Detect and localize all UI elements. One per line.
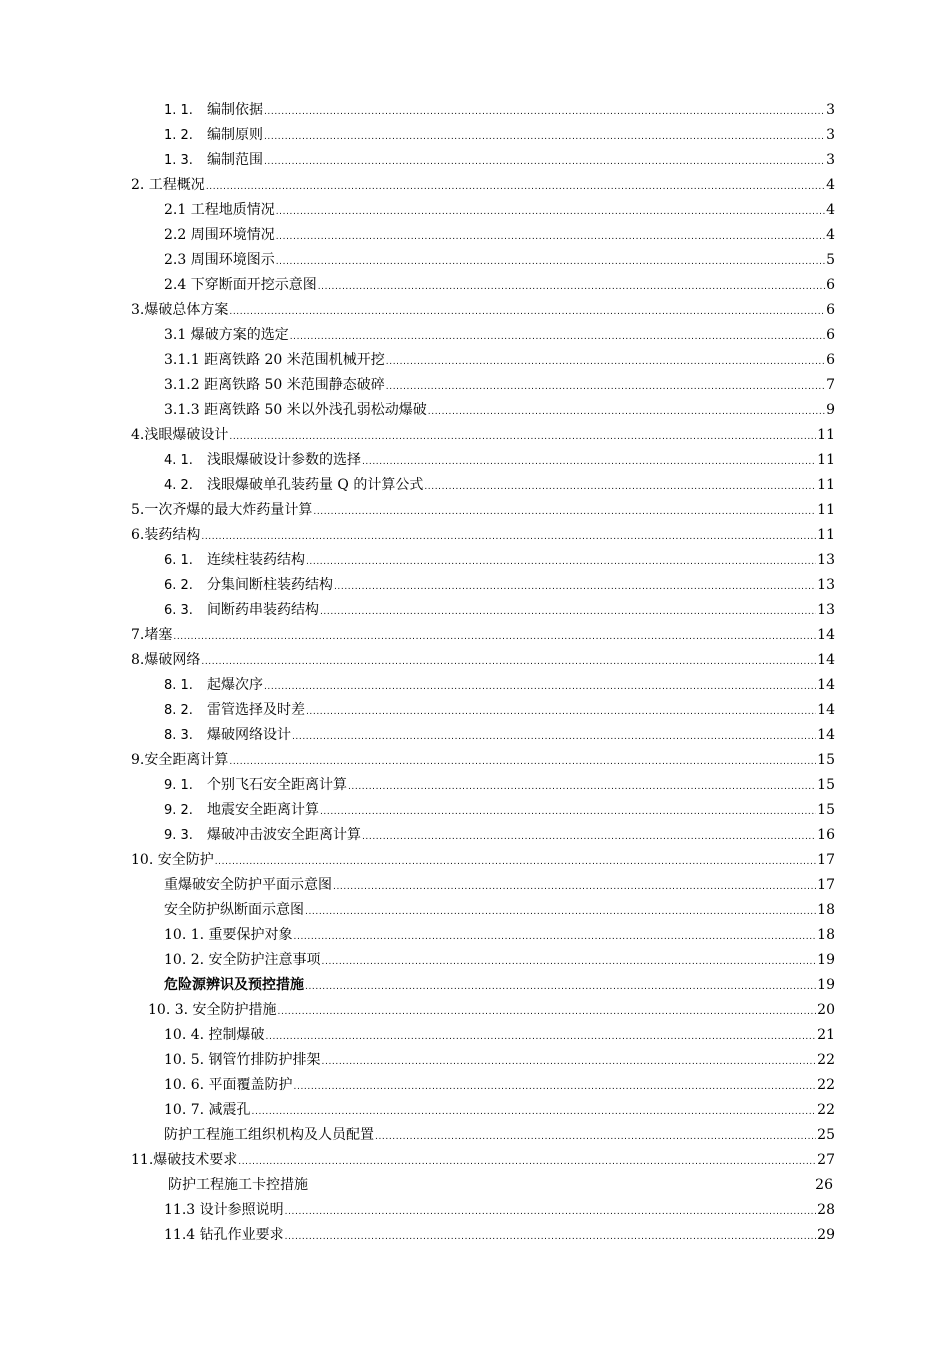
toc-dot-leader xyxy=(266,1025,817,1050)
toc-page-number: 15 xyxy=(817,777,835,793)
toc-entry-text: 10. 6. 平面覆盖防护 xyxy=(164,1077,293,1093)
toc-entry[interactable] xyxy=(131,648,835,673)
toc-entry[interactable] xyxy=(164,673,835,698)
toc-entry-title xyxy=(164,548,305,573)
toc-entry-text: 个别飞石安全距离计算 xyxy=(206,777,347,793)
toc-dot-leader xyxy=(206,175,825,200)
toc-entry[interactable] xyxy=(148,998,835,1023)
toc-page-number: 6 xyxy=(826,277,835,293)
toc-entry[interactable] xyxy=(164,223,835,248)
toc-entry-text: 连续柱装药结构 xyxy=(206,552,305,568)
toc-entry-text: 11.爆破技术要求 xyxy=(131,1152,238,1168)
toc-entry-title xyxy=(164,448,361,473)
toc-entry[interactable] xyxy=(164,823,835,848)
toc-entry-text: 2.3 周围环境图示 xyxy=(164,252,275,268)
toc-entry-text: 4.浅眼爆破设计 xyxy=(131,427,229,443)
toc-entry-text: 2.2 周围环境情况 xyxy=(164,227,275,243)
toc-entry[interactable] xyxy=(131,848,835,873)
toc-entry-number: 6. 2. xyxy=(164,578,193,593)
toc-entry[interactable] xyxy=(164,248,835,273)
toc-dot-leader xyxy=(201,525,816,550)
toc-page-number: 9 xyxy=(826,402,835,418)
toc-entry[interactable] xyxy=(164,948,835,973)
toc-page-number: 18 xyxy=(817,927,835,943)
toc-dot-leader xyxy=(305,975,816,1000)
toc-entry-text: 2.4 下穿断面开挖示意图 xyxy=(164,277,317,293)
toc-entry-title xyxy=(164,1048,321,1073)
toc-dot-leader xyxy=(320,600,816,625)
toc-entry-title xyxy=(164,1098,251,1123)
toc-entry[interactable] xyxy=(164,598,835,623)
toc-entry[interactable] xyxy=(164,448,835,473)
toc-entry-text: 8.爆破网络 xyxy=(131,652,201,668)
toc-page-number: 15 xyxy=(817,752,835,768)
toc-entry-title xyxy=(131,523,200,548)
toc-entry-title xyxy=(164,698,305,723)
toc-page-number: 14 xyxy=(817,727,835,743)
toc-dot-leader xyxy=(320,800,816,825)
toc-page-number: 11 xyxy=(817,427,835,443)
toc-entry[interactable] xyxy=(164,898,835,923)
toc-entry[interactable] xyxy=(164,798,835,823)
toc-page-number: 13 xyxy=(817,577,835,593)
toc-entry-text: 6.装药结构 xyxy=(131,527,201,543)
toc-page-number: 14 xyxy=(817,677,835,693)
toc-entry-text: 3.1.2 距离铁路 50 米范围静态破碎 xyxy=(164,377,385,393)
toc-entry-title xyxy=(164,598,319,623)
toc-entry-text: 地震安全距离计算 xyxy=(206,802,319,818)
toc-page-number: 22 xyxy=(817,1077,835,1093)
toc-page-number: 16 xyxy=(817,827,835,843)
toc-dot-leader xyxy=(424,475,816,500)
toc-dot-leader xyxy=(305,900,816,925)
toc-entry-text: 浅眼爆破单孔装药量 Q 的计算公式 xyxy=(206,477,424,493)
toc-page-number: 11 xyxy=(817,527,835,543)
toc-entry[interactable] xyxy=(164,698,835,723)
toc-entry-text: 雷管选择及时差 xyxy=(206,702,305,718)
toc-dot-leader xyxy=(322,1050,817,1075)
toc-entry-text: 5.一次齐爆的最大炸药量计算 xyxy=(131,502,313,518)
toc-entry-title xyxy=(164,948,321,973)
toc-entry-text: 2. 工程概况 xyxy=(131,177,205,193)
toc-entry[interactable] xyxy=(164,398,835,423)
toc-dot-leader xyxy=(264,675,816,700)
toc-entry-title xyxy=(131,498,312,523)
table-of-contents xyxy=(0,98,950,1248)
toc-entry-text: 爆破网络设计 xyxy=(206,727,291,743)
toc-entry-text: 危险源辨识及预控措施 xyxy=(164,977,304,993)
toc-entry[interactable] xyxy=(164,723,835,748)
toc-dot-leader xyxy=(290,325,825,350)
toc-entry-title xyxy=(164,673,263,698)
toc-entry-text: 3.1.3 距离铁路 50 米以外浅孔弱松动爆破 xyxy=(164,402,427,418)
toc-entry-title xyxy=(131,423,228,448)
toc-entry[interactable] xyxy=(131,498,835,523)
toc-entry-number: 9. 1. xyxy=(164,778,193,793)
toc-page-number: 11 xyxy=(817,452,835,468)
toc-entry-title xyxy=(164,273,317,298)
toc-dot-leader xyxy=(276,250,825,275)
toc-entry-title xyxy=(164,148,263,173)
toc-page-number: 14 xyxy=(817,652,835,668)
toc-entry-text: 防护工程施工组织机构及人员配置 xyxy=(164,1127,374,1143)
toc-entry-number: 1. 3. xyxy=(164,153,193,168)
toc-entry-title xyxy=(131,848,214,873)
toc-dot-leader xyxy=(348,775,816,800)
toc-page-number: 3 xyxy=(826,127,835,143)
toc-entry-text: 10. 7. 减震孔 xyxy=(164,1102,251,1118)
toc-page-number: 6 xyxy=(826,302,835,318)
toc-dot-leader xyxy=(292,725,816,750)
toc-entry-title xyxy=(164,823,361,848)
toc-entry[interactable] xyxy=(164,1098,835,1123)
toc-dot-leader xyxy=(285,1225,817,1250)
toc-entry-number: 6. 1. xyxy=(164,553,193,568)
toc-entry-title xyxy=(131,1148,237,1173)
toc-page-number: 22 xyxy=(817,1052,835,1068)
toc-dot-leader xyxy=(264,125,825,150)
toc-page-number: 11 xyxy=(817,502,835,518)
toc-dot-leader xyxy=(294,1075,817,1100)
toc-page-number: 6 xyxy=(826,327,835,343)
toc-entry-text: 7.堵塞 xyxy=(131,627,173,643)
toc-page-number: 28 xyxy=(817,1202,835,1218)
toc-dot-leader xyxy=(306,550,816,575)
toc-entry-title xyxy=(164,198,275,223)
toc-dot-leader xyxy=(173,625,816,650)
toc-entry[interactable] xyxy=(164,548,835,573)
toc-entry-title xyxy=(164,248,275,273)
toc-entry-title xyxy=(164,223,275,248)
toc-entry-title xyxy=(164,798,319,823)
toc-entry-title xyxy=(131,748,228,773)
toc-entry-title xyxy=(164,1198,284,1223)
toc-entry[interactable] xyxy=(164,923,835,948)
toc-page-number: 25 xyxy=(817,1127,835,1143)
toc-page-number: 4 xyxy=(826,202,835,218)
toc-entry-number: 8. 1. xyxy=(164,678,193,693)
toc-entry-number: 4. 1. xyxy=(164,453,193,468)
toc-dot-leader xyxy=(276,200,825,225)
toc-entry-text: 安全防护纵断面示意图 xyxy=(164,902,304,918)
toc-dot-leader xyxy=(318,275,825,300)
toc-page-number: 19 xyxy=(817,952,835,968)
toc-entry-title xyxy=(164,723,291,748)
toc-entry[interactable] xyxy=(131,423,835,448)
toc-dot-leader xyxy=(362,825,816,850)
toc-entry-title xyxy=(164,873,332,898)
toc-entry-title xyxy=(164,473,423,498)
toc-entry[interactable] xyxy=(164,473,835,498)
toc-entry-title xyxy=(164,973,304,998)
toc-entry-title xyxy=(131,298,228,323)
toc-page-number: 22 xyxy=(817,1102,835,1118)
toc-entry-title xyxy=(164,348,385,373)
toc-entry-number: 9. 3. xyxy=(164,828,193,843)
toc-page-number: 11 xyxy=(817,477,835,493)
toc-dot-leader xyxy=(229,425,816,450)
toc-entry[interactable] xyxy=(164,1223,835,1248)
toc-entry[interactable] xyxy=(131,748,835,773)
toc-entry-title xyxy=(168,1173,308,1198)
toc-dot-leader xyxy=(252,1100,817,1125)
toc-entry-text: 起爆次序 xyxy=(206,677,263,693)
toc-entry[interactable] xyxy=(131,298,835,323)
toc-entry-text: 浅眼爆破设计参数的选择 xyxy=(206,452,361,468)
toc-entry-text: 10. 4. 控制爆破 xyxy=(164,1027,265,1043)
toc-entry[interactable] xyxy=(164,198,835,223)
toc-page-number: 26 xyxy=(815,1177,833,1193)
toc-dot-leader xyxy=(201,650,816,675)
toc-dot-leader xyxy=(294,925,817,950)
toc-entry-text: 分集间断柱装药结构 xyxy=(206,577,333,593)
toc-entry-number: 8. 3. xyxy=(164,728,193,743)
toc-page-number: 7 xyxy=(826,377,835,393)
toc-entry-number: 6. 3. xyxy=(164,603,193,618)
toc-entry-text: 10. 5. 钢管竹排防护排架 xyxy=(164,1052,321,1068)
toc-dot-leader xyxy=(285,1200,817,1225)
toc-entry-title xyxy=(164,773,347,798)
toc-entry-title xyxy=(164,923,293,948)
toc-dot-leader xyxy=(229,750,816,775)
toc-page-number: 3 xyxy=(826,102,835,118)
toc-page-number: 19 xyxy=(817,977,835,993)
toc-entry-title xyxy=(131,173,205,198)
toc-entry[interactable] xyxy=(164,273,835,298)
toc-entry-title xyxy=(131,623,172,648)
toc-entry-text: 11.3 设计参照说明 xyxy=(164,1202,284,1218)
toc-entry[interactable] xyxy=(164,373,835,398)
toc-page-number: 13 xyxy=(817,602,835,618)
toc-dot-leader xyxy=(306,700,816,725)
toc-entry-text: 2.1 工程地质情况 xyxy=(164,202,275,218)
toc-entry-title xyxy=(164,323,289,348)
toc-entry-text: 3.1 爆破方案的选定 xyxy=(164,327,289,343)
toc-entry-title xyxy=(148,998,277,1023)
toc-entry-text: 9.安全距离计算 xyxy=(131,752,229,768)
toc-page-number: 21 xyxy=(817,1027,835,1043)
toc-page-number: 17 xyxy=(817,877,835,893)
toc-page-number: 27 xyxy=(817,1152,835,1168)
toc-entry[interactable] xyxy=(164,873,835,898)
toc-page-number: 4 xyxy=(826,177,835,193)
toc-entry[interactable] xyxy=(131,1148,835,1173)
toc-entry-text: 11.4 钻孔作业要求 xyxy=(164,1227,284,1243)
toc-entry-number: 4. 2. xyxy=(164,478,193,493)
toc-page-number: 14 xyxy=(817,627,835,643)
toc-entry[interactable] xyxy=(164,323,835,348)
toc-entry-text: 重爆破安全防护平面示意图 xyxy=(164,877,332,893)
toc-entry[interactable] xyxy=(164,148,835,173)
toc-entry[interactable] xyxy=(131,623,835,648)
toc-page-number: 5 xyxy=(826,252,835,268)
toc-entry-title xyxy=(164,398,427,423)
toc-entry-text: 编制原则 xyxy=(206,127,263,143)
toc-entry[interactable] xyxy=(131,523,835,548)
toc-entry-title xyxy=(164,1073,293,1098)
toc-dot-leader xyxy=(238,1150,816,1175)
toc-entry-text: 3.爆破总体方案 xyxy=(131,302,229,318)
toc-entry-text: 间断药串装药结构 xyxy=(206,602,319,618)
toc-entry-text: 编制范围 xyxy=(206,152,263,168)
toc-page-number: 14 xyxy=(817,702,835,718)
toc-page-number: 15 xyxy=(817,802,835,818)
toc-dot-leader xyxy=(428,400,825,425)
toc-entry[interactable] xyxy=(164,1073,835,1098)
toc-entry-number: 1. 1. xyxy=(164,103,193,118)
toc-page-number: 3 xyxy=(826,152,835,168)
toc-entry-text: 防护工程施工卡控措施 xyxy=(168,1177,308,1193)
toc-dot-leader xyxy=(278,1000,817,1025)
toc-dot-leader xyxy=(229,300,825,325)
toc-entry-title xyxy=(164,1223,284,1248)
toc-entry-text: 编制依据 xyxy=(206,102,263,118)
toc-dot-leader xyxy=(362,450,816,475)
toc-entry[interactable] xyxy=(164,98,835,123)
toc-page-number: 4 xyxy=(826,227,835,243)
toc-entry-text: 10. 安全防护 xyxy=(131,852,214,868)
toc-page-number: 29 xyxy=(817,1227,835,1243)
toc-entry[interactable] xyxy=(164,773,835,798)
toc-entry-text: 爆破冲击波安全距离计算 xyxy=(206,827,361,843)
toc-entry[interactable] xyxy=(164,1198,835,1223)
toc-entry-title xyxy=(164,573,333,598)
toc-dot-leader xyxy=(334,575,816,600)
toc-page-number: 20 xyxy=(817,1002,835,1018)
toc-entry-text: 10. 3. 安全防护措施 xyxy=(148,1002,277,1018)
toc-entry[interactable] xyxy=(164,348,835,373)
toc-entry[interactable] xyxy=(164,1123,835,1148)
toc-entry-text: 10. 1. 重要保护对象 xyxy=(164,927,293,943)
toc-entry-number: 1. 2. xyxy=(164,128,193,143)
toc-page-number: 13 xyxy=(817,552,835,568)
toc-dot-leader xyxy=(386,375,825,400)
toc-dot-leader xyxy=(215,850,816,875)
toc-page-number: 18 xyxy=(817,902,835,918)
toc-dot-leader xyxy=(264,100,825,125)
toc-entry[interactable] xyxy=(164,573,835,598)
toc-entry[interactable] xyxy=(164,123,835,148)
toc-dot-leader xyxy=(313,500,816,525)
toc-entry[interactable] xyxy=(164,1048,835,1073)
toc-dot-leader xyxy=(333,875,816,900)
toc-page-number: 17 xyxy=(817,852,835,868)
toc-entry-title xyxy=(164,898,304,923)
toc-entry-title xyxy=(164,373,385,398)
toc-dot-leader xyxy=(264,150,825,175)
toc-entry-title xyxy=(164,123,263,148)
toc-entry-number: 9. 2. xyxy=(164,803,193,818)
toc-entry-text: 3.1.1 距离铁路 20 米范围机械开挖 xyxy=(164,352,385,368)
toc-dot-leader xyxy=(322,950,817,975)
toc-entry[interactable] xyxy=(168,1173,833,1198)
toc-entry-number: 8. 2. xyxy=(164,703,193,718)
toc-entry-title xyxy=(164,1023,265,1048)
toc-entry-text: 10. 2. 安全防护注意事项 xyxy=(164,952,321,968)
toc-entry[interactable] xyxy=(164,1023,835,1048)
toc-entry[interactable] xyxy=(164,973,835,998)
toc-dot-leader xyxy=(276,225,825,250)
toc-entry-title xyxy=(131,648,200,673)
toc-entry-title xyxy=(164,98,263,123)
toc-entry[interactable] xyxy=(131,173,835,198)
toc-entry-title xyxy=(164,1123,374,1148)
toc-page-number: 6 xyxy=(826,352,835,368)
toc-dot-leader xyxy=(375,1125,816,1150)
toc-dot-leader xyxy=(386,350,825,375)
